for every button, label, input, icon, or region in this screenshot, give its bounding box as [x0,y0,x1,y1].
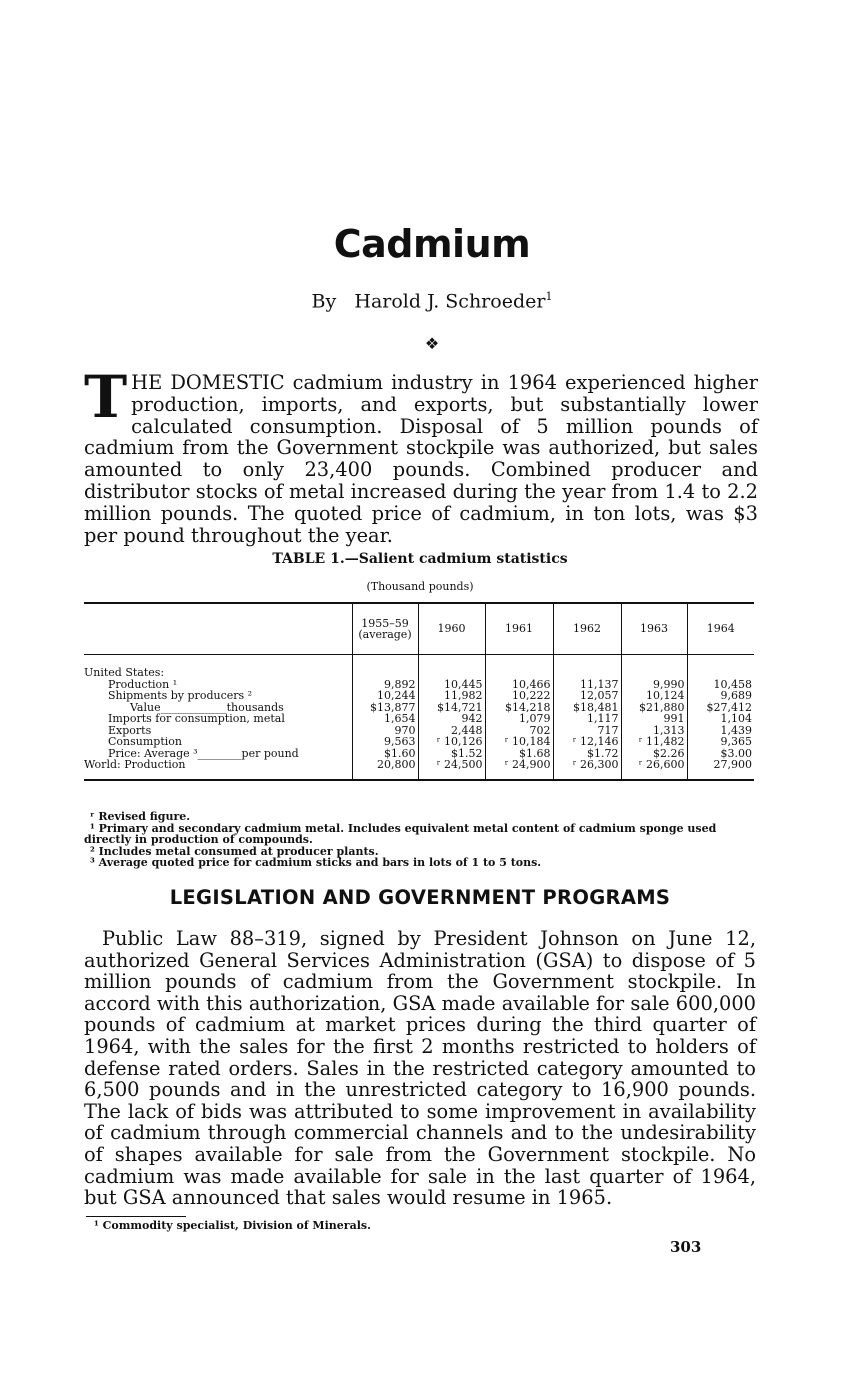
table-cell: 1,079 [485,713,553,725]
table-cell: 10,244 [352,690,418,702]
table-cell: 11,982 [418,690,485,702]
table-cell: 27,900 [687,759,754,771]
lead-text: HE DOMESTIC cadmium industry in 1964 experienced higher production, imports, and exports, but substantially lower calculated consumption. Disposal of 5 million pounds of cadmium from the Government stockpile was authorized, but sales amounted to only 23,400 pounds. Combined producer and distributor stocks of metal increased during the year from 1.4 to 2.2 million pounds. The quoted price of cadmium, in ton lots, was $3 per pound throughout the year. [84,371,758,547]
row-label: Consumption [108,735,182,748]
table-cell: 10,124 [621,690,687,702]
table-cell: $14,721 [418,702,485,714]
drop-cap: T [84,363,128,431]
table-cell: 970 [352,725,418,737]
section-heading: LEGISLATION AND GOVERNMENT PROGRAMS [169,886,671,909]
table-cell: ʳ 26,300 [553,759,621,771]
table-cell: $18,481 [553,702,621,714]
table-cell: 10,458 [687,679,754,691]
table-cell: 2,448 [418,725,485,737]
table-cell: 9,563 [352,736,418,748]
table-cell: 10,445 [418,679,485,691]
section-body: Public Law 88–319, signed by President Johnson on June 12, authorized General Services Administration (GSA) to dispose of 5 million pounds of cadmium from the Government stockpile. In accord with this authorization, GSA made available for sale 600,000 pounds of cadmium at market prices during the third quarter of 1964, with the sales for the first 2 months restricted to holders of defense rated orders. Sales in the restricted category amounted to 6,500 pounds and in the unrestricted category to 16,900 pounds. The lack of bids was attributed to some improvement in availability of cadmium through commercial channels and to the undesirability of shapes available for sale from the Government stockpile. No cadmium was made available for sale in the last quarter of 1964, but GSA announced that sales would resume in 1965. [84,927,756,1210]
table-cell: 10,222 [485,690,553,702]
table-cell: 717 [553,725,621,737]
table-cell: $27,412 [687,702,754,714]
table-footnotes [84,811,756,869]
table-cell: $1.68 [485,748,553,760]
footnote-rule [86,1216,186,1217]
author-name: Harold J. Schroeder [354,290,546,313]
table-cell: 9,892 [352,679,418,691]
byline [0,290,864,312]
table-cell: 942 [418,713,485,725]
table-row [84,713,754,725]
table-footnote: ¹ Primary and secondary cadmium metal. Includes equivalent metal content of cadmium sponge used directly in production of compounds. [84,821,717,846]
author-note-mark: 1 [545,290,553,303]
table-cell: 9,689 [687,690,754,702]
byline-prefix: By [311,290,337,313]
table-cell: 20,800 [352,759,418,771]
column-header: 1963 [621,603,687,655]
row-label: Shipments by producers ² [108,689,253,702]
ornament-icon: ❖ [424,334,440,353]
table-row [84,690,754,702]
table-caption: TABLE 1.—Salient cadmium statistics [272,551,568,567]
row-label: World: Production [84,758,186,771]
table-cell: $1.72 [553,748,621,760]
table-footnote: ³ Average quoted price for cadmium sticks and bars in lots of 1 to 5 tons. [90,856,542,869]
table-cell: 991 [621,713,687,725]
table-cell: 1,439 [687,725,754,737]
table-footnote: ʳ Revised figure. [90,810,191,823]
table-cell: ʳ 10,184 [485,736,553,748]
salient-statistics-table [84,602,754,781]
table-cell: ʳ 12,146 [553,736,621,748]
table-cell: 702 [485,725,553,737]
column-header: 1960 [418,603,485,655]
table-subcaption: (Thousand pounds) [366,580,474,593]
table-cell: $2.26 [621,748,687,760]
row-label: Exports [108,723,152,737]
column-header: 1964 [687,603,754,655]
table-cell: $1.60 [352,748,418,760]
table-cell: 1,104 [687,713,754,725]
row-label: Value____________thousands [130,700,284,714]
column-header: 1961 [485,603,553,655]
table-cell: $21,880 [621,702,687,714]
table-cell: ʳ 10,126 [418,736,485,748]
table-cell: ʳ 26,600 [621,759,687,771]
table-row [84,759,754,771]
table-cell: ʳ 24,900 [485,759,553,771]
author-footnote: ¹ Commodity specialist, Division of Minerals. [94,1219,371,1232]
header-label-cell [84,603,352,655]
table-cell: 11,137 [553,679,621,691]
column-header: 1962 [553,603,621,655]
row-label: Price: Average ³________per pound [108,746,299,760]
lead-paragraph [84,363,758,547]
table-cell: ʳ 24,500 [418,759,485,771]
section-label: United States: [84,666,165,679]
table-row [84,736,754,748]
table-cell: 12,057 [553,690,621,702]
table-footnote: ² Includes metal consumed at producer plants. [90,844,379,858]
table-cell: 10,466 [485,679,553,691]
table-row [84,667,754,679]
table-cell: 9,990 [621,679,687,691]
column-header: 1955–59 (average) [352,603,418,655]
table-cell: ʳ 11,482 [621,736,687,748]
table-cell: 1,117 [553,713,621,725]
table-cell: 1,313 [621,725,687,737]
table-header-row [84,603,754,655]
table-cell: $13,877 [352,702,418,714]
page-title: Cadmium [333,222,531,266]
table-cell: $3.00 [687,748,754,760]
row-label: Production ¹ [108,677,178,691]
table-cell: $14,218 [485,702,553,714]
table-cell: $1.52 [418,748,485,760]
row-label: Imports for consumption, metal [108,712,285,725]
page-number: 303 [670,1238,702,1256]
table-cell: 9,365 [687,736,754,748]
table-cell: 1,654 [352,713,418,725]
